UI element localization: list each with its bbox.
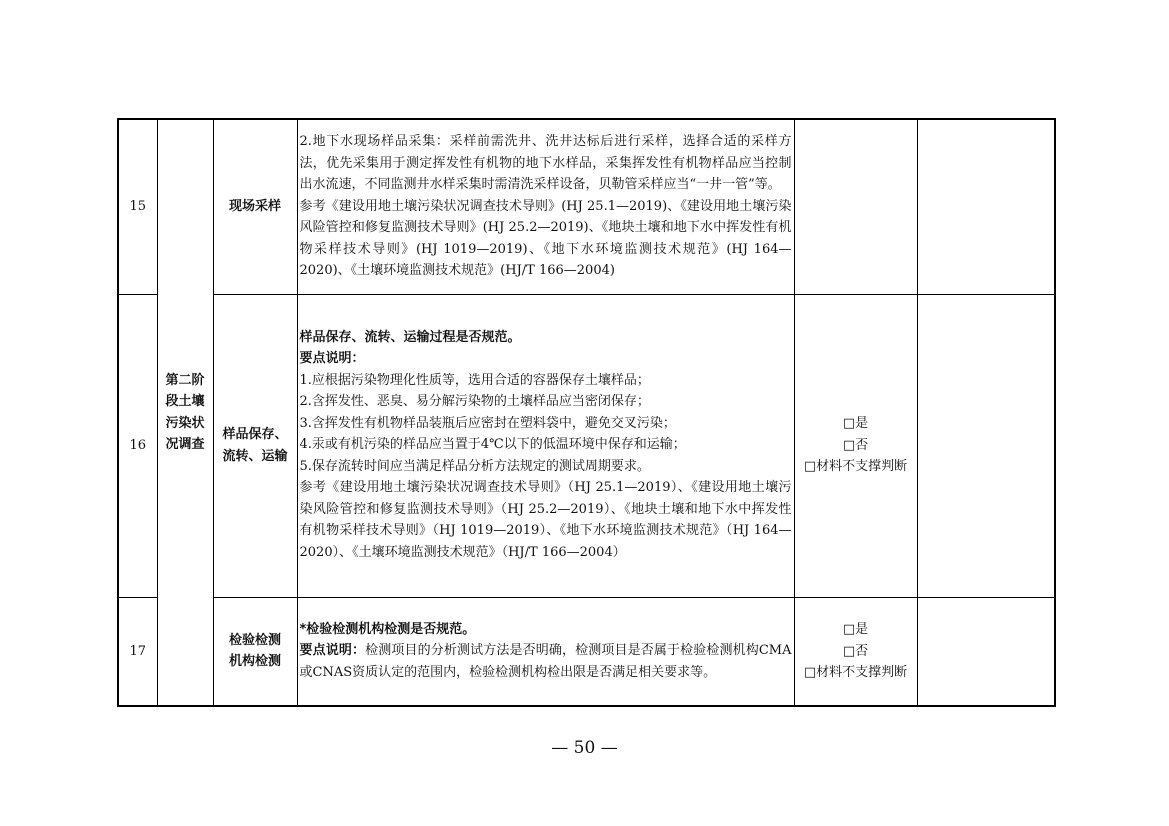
stage-label [157,119,213,706]
row-number: 16 [118,294,157,597]
row-number: 15 [118,119,157,294]
key-points [300,640,792,683]
remarks-cell [917,294,1055,597]
item-name-text: 检验检测机构检测 [228,632,281,670]
content-line: 2.含挥发性、恶臭、易分解污染物的土壤样品应当密闭保存； [299,394,650,410]
page-number: — 50 — [551,738,618,758]
option-no[interactable]: □否 [842,437,869,453]
remarks-cell [917,119,1055,294]
content-line: 4.汞或有机污染的样品应当置于4℃以下的低温环境中保存和运输； [299,437,686,453]
option-insufficient[interactable]: □材料不支撑判断 [803,459,908,475]
key-points-label: 要点说明： [299,643,366,658]
checklist-table [117,118,1056,707]
reference-line: 参考《建设用地土壤污染状况调查技术导则》（HJ 25.1—2019）、《建设用地土壤污染风险管控和修复监测技术导则》（HJ 25.2—2019）、《地块土壤和地下水中挥发性有机物采样技术导则》（HJ 1019—2019）、《地下水环境监测技术规范》（HJ 164—2020）、《土壤环境监测技术规范》（HJ/T 166—2004） [299,480,792,560]
key-points-label: 要点说明： [299,351,365,367]
item-name: 现场采样 [213,119,297,294]
content-line: 1.应根据污染物理化性质等，选用合适的容器保存土壤样品； [299,372,650,388]
option-no[interactable]: □否 [842,643,869,659]
check-content [297,597,794,706]
options-cell [794,597,917,706]
key-points-text: 检测项目的分析测试方法是否明确，检测项目是否属于检验检测机构CMA或CNAS资质认定的范围内，检验检测机构检出限是否满足相关要求等。 [299,643,792,680]
option-yes[interactable]: □是 [842,416,869,432]
table-row-17 [118,597,1055,706]
reference-line: 参考《建设用地土壤污染状况调查技术导则》(HJ 25.1—2019)、《建设用地土壤污染风险管控和修复监测技术导则》(HJ 25.2—2019)、《地块土壤和地下水中挥发性有机物采样技术导则》(HJ 1019—2019)、《地下水环境监测技术规范》(HJ 164—2020)、《土壤环境监测技术规范》(HJ/T 166—2004) [299,198,792,278]
stage-label-text: 第二阶段土壤污染状况调查 [165,372,205,452]
item-name [213,597,297,706]
options-cell [794,294,917,597]
remarks-cell [917,597,1055,706]
check-content [297,119,794,294]
content-line: 5.保存流转时间应当满足样品分析方法规定的测试周期要求。 [299,458,650,474]
options-cell [794,119,917,294]
table-row-16 [118,294,1055,597]
check-content [297,294,794,597]
item-name [213,294,297,597]
check-title: 样品保存、流转、运输过程是否规范。 [299,329,521,345]
check-title: *检验检测机构检测是否规范。 [299,621,476,637]
content-line: 2.地下水现场样品采集：采样前需洗井、洗井达标后进行采样，选择合适的采样方法，优先采集用于测定挥发性有机物的地下水样品，采集挥发性有机物样品应当控制出水流速，不同监测井水样采集时需清洗采样设备，贝勒管采样应当“一井一管”等。 [299,134,792,192]
option-insufficient[interactable]: □材料不支撑判断 [803,665,908,680]
content-line: 3.含挥发性有机物样品装瓶后应密封在塑料袋中，避免交叉污染； [299,415,676,431]
table-row-15 [118,119,1055,294]
option-yes[interactable]: □是 [842,622,869,637]
row-number: 17 [118,597,157,706]
item-name-text: 样品保存、流转、运输 [222,427,288,464]
